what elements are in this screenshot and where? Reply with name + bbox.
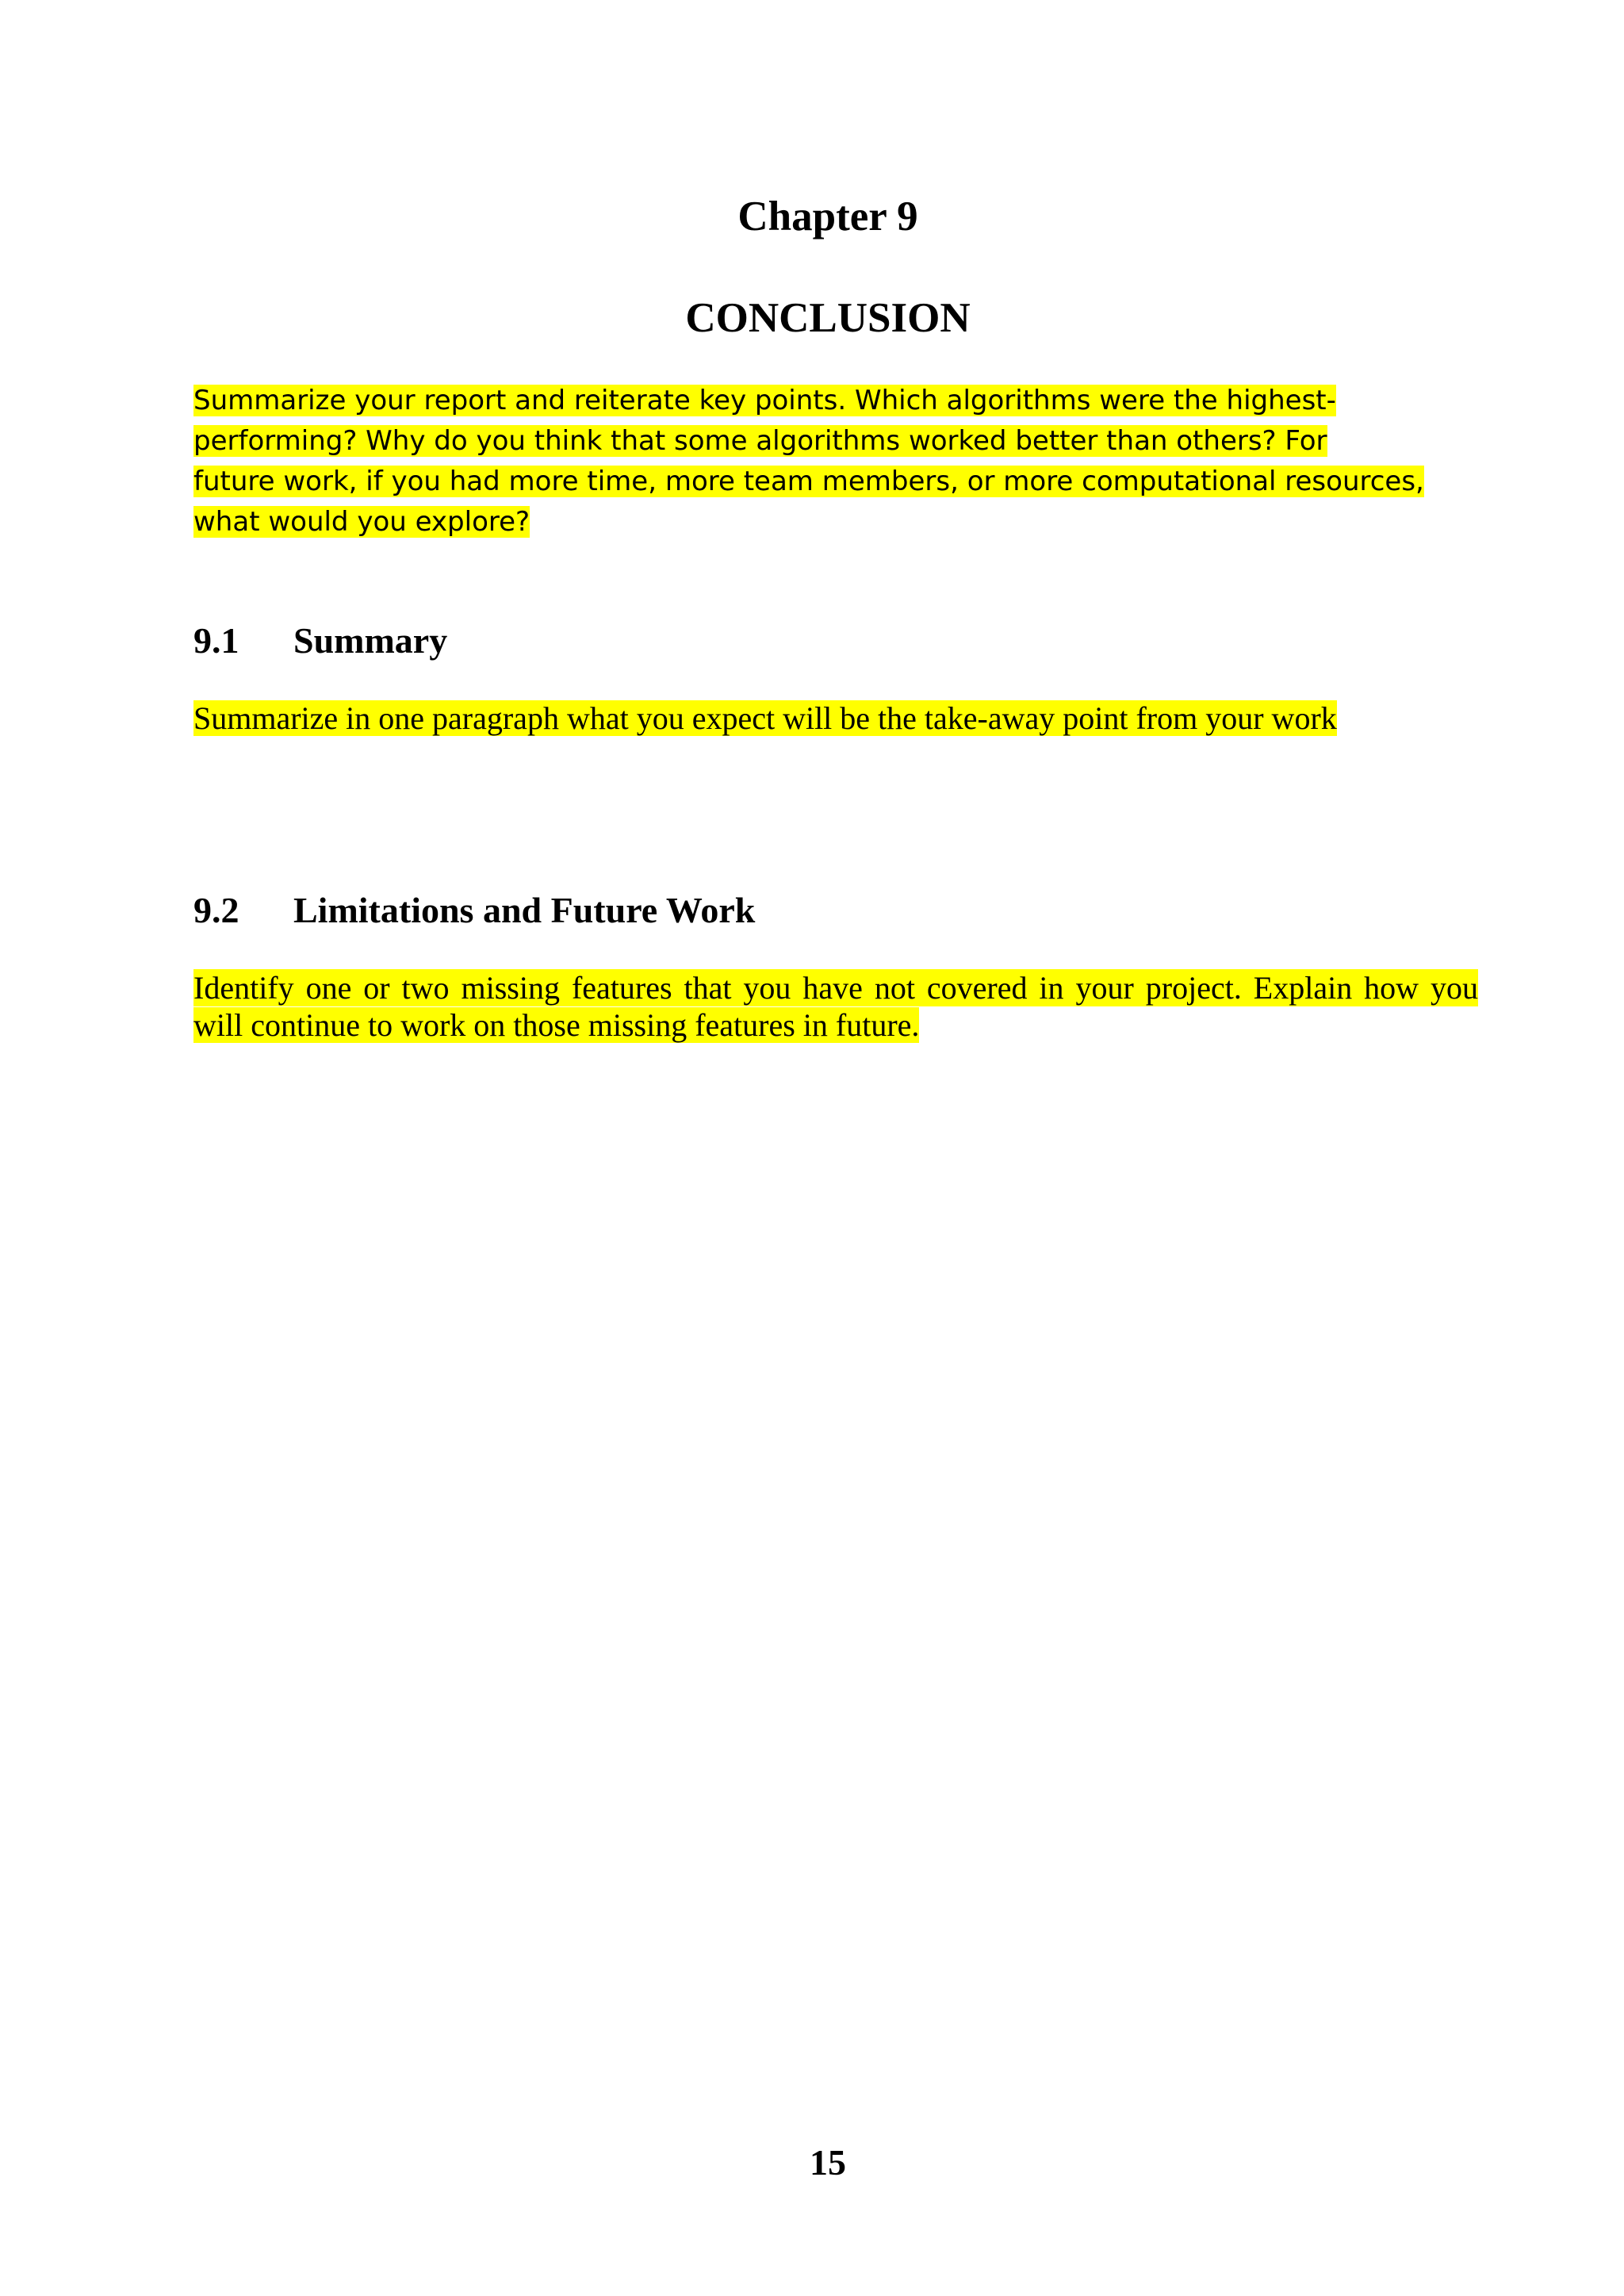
- intro-line: what would you explore?: [193, 506, 530, 538]
- section-number: 9.2: [193, 890, 239, 930]
- section-heading-summary: [193, 617, 447, 665]
- summary-paragraph: [193, 700, 1478, 737]
- limitations-line: Identify one or two missing features that you have not covered in your project. Explain how you: [193, 970, 1478, 1006]
- page-number: 15: [810, 2142, 846, 2183]
- intro-paragraph: [193, 381, 1478, 542]
- intro-line: performing? Why do you think that some algorithms worked better than others? For: [193, 425, 1327, 457]
- intro-line: future work, if you had more time, more team members, or more computational resources,: [193, 466, 1424, 497]
- limitations-line: will continue to work on those missing features in future.: [193, 1007, 920, 1043]
- section-title: Limitations and Future Work: [293, 890, 756, 930]
- intro-line: Summarize your report and reiterate key points. Which algorithms were the highest-: [193, 385, 1336, 416]
- section-title: Summary: [293, 620, 448, 661]
- section-heading-limitations: [193, 887, 755, 934]
- limitations-paragraph: [193, 969, 1478, 1044]
- chapter-label: Chapter 9: [737, 194, 918, 240]
- chapter-title: CONCLUSION: [685, 295, 971, 341]
- section-number: 9.1: [193, 620, 239, 661]
- summary-text: Summarize in one paragraph what you expect will be the take-away point from your work: [193, 700, 1337, 736]
